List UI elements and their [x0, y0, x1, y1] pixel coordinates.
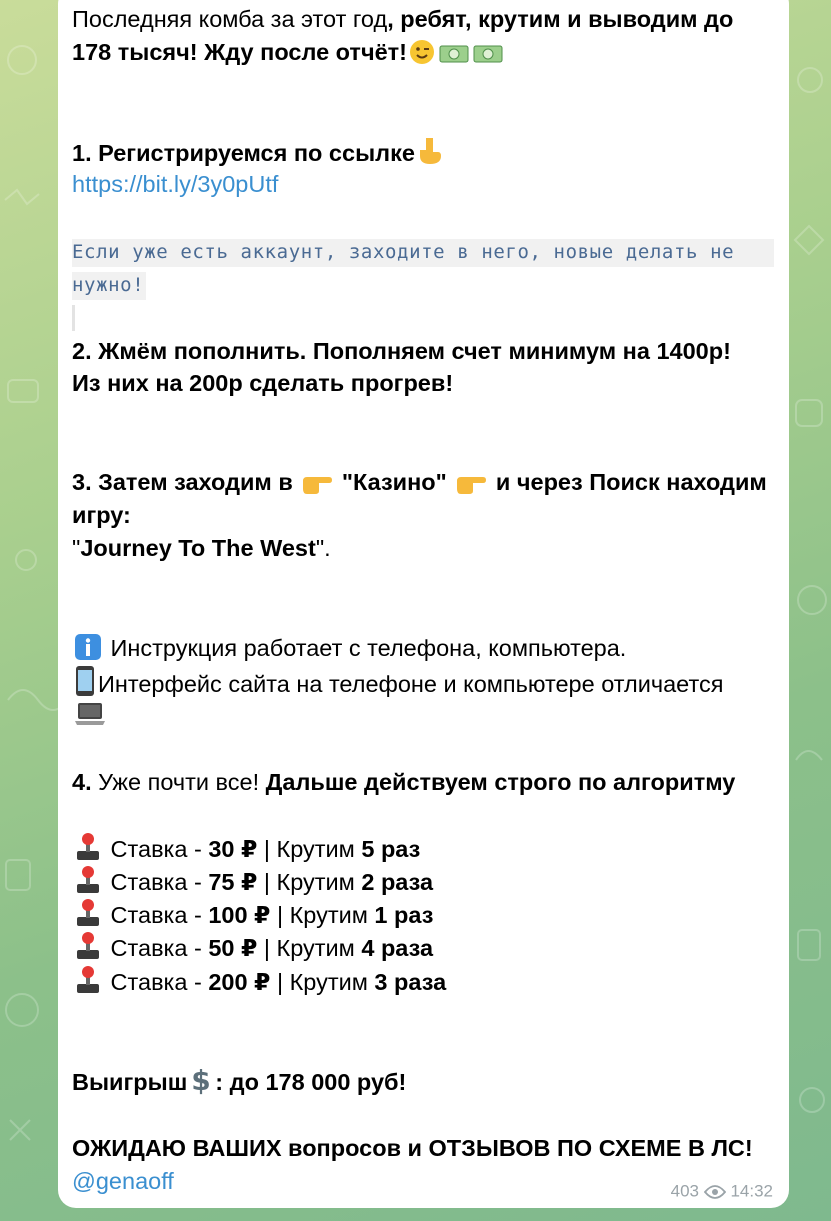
- svg-text:$: $: [191, 1065, 212, 1095]
- info-icon: [74, 633, 102, 661]
- step-3-line-2: игру:: [72, 502, 131, 528]
- views-count: 403: [670, 1181, 699, 1201]
- bitly-link[interactable]: https://bit.ly/3y0pUtf: [72, 171, 279, 197]
- step-2-line-1: 2. Жмём пополнить. Пополняем счет минимум на 1400р!: [72, 338, 731, 364]
- quote-bar: [72, 305, 75, 331]
- money-icon: [473, 43, 503, 65]
- info-line-3: [72, 698, 108, 731]
- intro-line-2: 178 тысяч! Жду после отчёт!: [72, 36, 505, 69]
- info-line-1: Инструкция работает с телефона, компьютера.: [72, 632, 626, 665]
- game-name-line: "Journey To The West".: [72, 535, 331, 561]
- contact-line: ОЖИДАЮ ВАШИХ вопросов и ОТЗЫВОВ ПО СХЕМЕ В ЛС!: [72, 1135, 753, 1161]
- dollar-icon: [189, 1065, 213, 1095]
- point-right-icon: [301, 473, 333, 495]
- step-4: 4. Уже почти все! Дальше действуем строго по алгоритму: [72, 769, 736, 795]
- intro-line-1: Последняя комба за этот год, ребят, крутим и выводим до: [72, 6, 734, 32]
- code-line-1: Если уже есть аккаунт, заходите в него, новые делать не: [72, 241, 735, 263]
- joystick-icon: [74, 931, 102, 961]
- point-right-icon: [455, 473, 487, 495]
- step-3-line-1: 3. Затем заходим в "Казино" и через Поиск находим: [72, 469, 767, 495]
- mention-link[interactable]: @genaoff: [72, 1168, 174, 1194]
- wink-icon: [409, 39, 435, 65]
- money-icon: [439, 43, 469, 65]
- joystick-icon: [74, 865, 102, 895]
- win-line: Выигрыш $ : до 178 000 руб!: [72, 1065, 407, 1095]
- bet-row: Ставка - 75 ₽ | Крутим 2 раза: [72, 865, 433, 899]
- info-line-2: Интерфейс сайта на телефоне и компьютере отличается: [72, 665, 723, 701]
- laptop-icon: [74, 701, 106, 727]
- joystick-icon: [74, 832, 102, 862]
- joystick-icon: [74, 965, 102, 995]
- phone-icon: [74, 665, 96, 697]
- code-line-2: нужно!: [72, 274, 145, 296]
- bet-row: Ставка - 100 ₽ | Крутим 1 раз: [72, 898, 433, 932]
- bet-row: Ставка - 50 ₽ | Крутим 4 раза: [72, 931, 433, 965]
- step-2-line-2: Из них на 200р сделать прогрев!: [72, 370, 454, 396]
- joystick-icon: [74, 898, 102, 928]
- eye-icon: [704, 1185, 726, 1199]
- message-time: 14:32: [730, 1181, 773, 1201]
- bet-row: Ставка - 30 ₽ | Крутим 5 раз: [72, 832, 420, 866]
- message-meta: [671, 1181, 773, 1202]
- point-down-icon: [417, 136, 443, 166]
- step-1: 1. Регистрируемся по ссылке: [72, 136, 445, 170]
- bet-row: Ставка - 200 ₽ | Крутим 3 раза: [72, 965, 446, 999]
